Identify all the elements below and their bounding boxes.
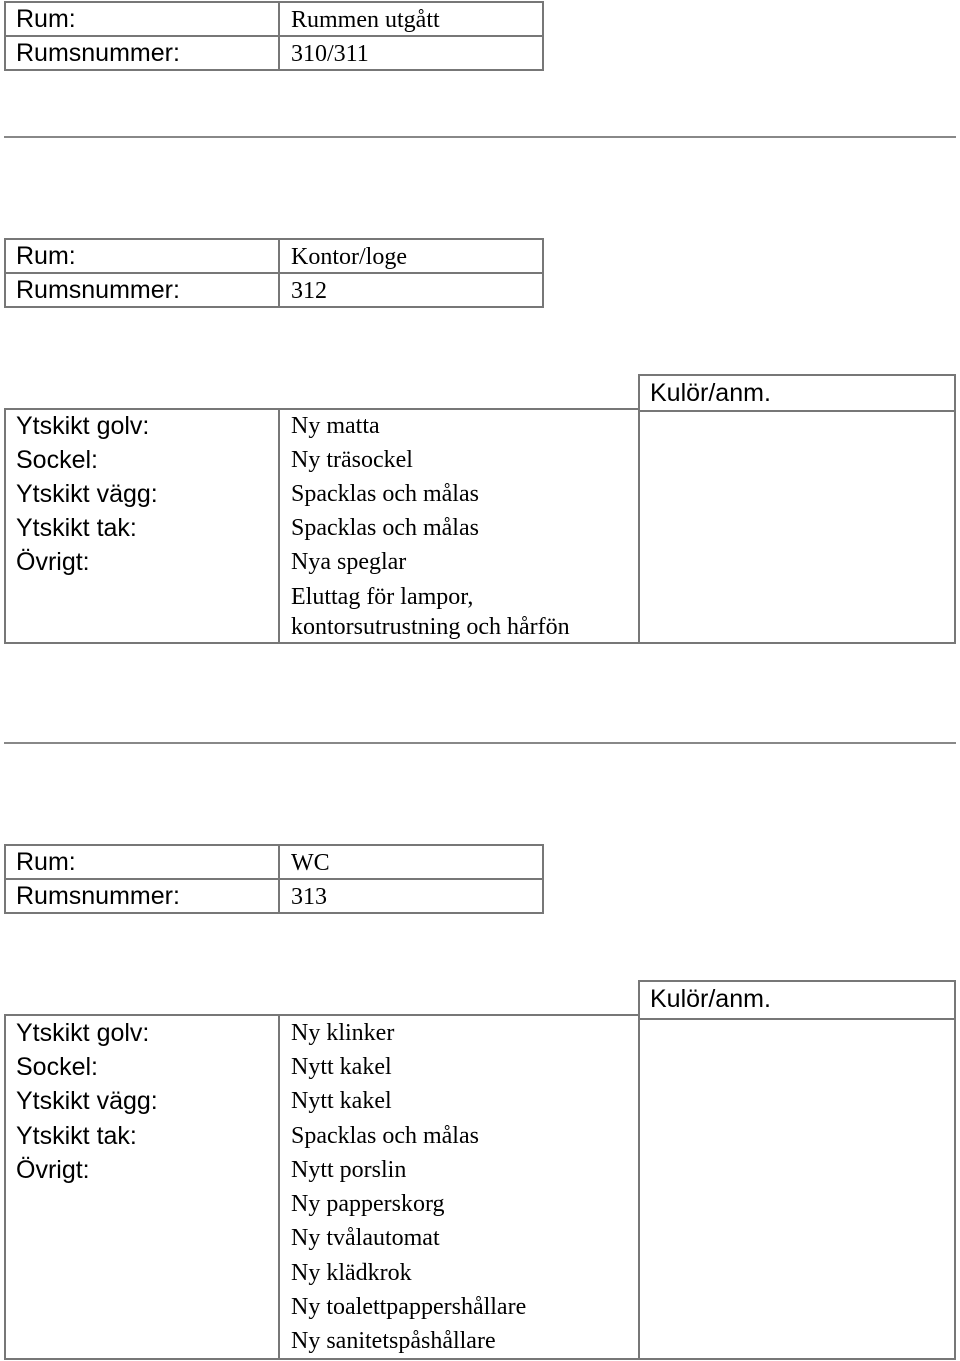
- other-value: Ny toalettpappershållare: [291, 1294, 527, 1320]
- floor-finish-value: Ny klinker: [291, 1020, 395, 1046]
- color-notes-label: Kulör/anm.: [650, 985, 771, 1013]
- other-value: Ny klädkrok: [291, 1260, 412, 1286]
- color-notes-label: Kulör/anm.: [650, 379, 771, 407]
- section-separator: [4, 742, 956, 744]
- room-number-label: Rumsnummer:: [16, 276, 180, 304]
- skirting-value: Ny träsockel: [291, 447, 413, 473]
- floor-finish-label: Ytskikt golv:: [16, 1019, 150, 1047]
- other-value: Ny papperskorg: [291, 1191, 445, 1217]
- wall-finish-value: Nytt kakel: [291, 1088, 392, 1114]
- section-separator: [4, 136, 956, 138]
- room-label: Rum:: [16, 5, 76, 33]
- room-value: Rummen utgått: [291, 7, 440, 33]
- ceiling-finish-label: Ytskikt tak:: [16, 514, 137, 542]
- ceiling-finish-value: Spacklas och målas: [291, 515, 479, 541]
- floor-finish-label: Ytskikt golv:: [16, 412, 150, 440]
- color-notes-table: [638, 374, 956, 644]
- ceiling-finish-value: Spacklas och målas: [291, 1123, 479, 1149]
- room-label: Rum:: [16, 848, 76, 876]
- other-value: Eluttag för lampor,: [291, 584, 474, 610]
- room-number-label: Rumsnummer:: [16, 39, 180, 67]
- other-value: Nytt porslin: [291, 1157, 407, 1183]
- room-value: WC: [291, 850, 330, 876]
- other-label: Övrigt:: [16, 548, 90, 576]
- other-label: Övrigt:: [16, 1156, 90, 1184]
- wall-finish-label: Ytskikt vägg:: [16, 1087, 158, 1115]
- floor-finish-value: Ny matta: [291, 413, 380, 439]
- finishes-divider: [278, 408, 280, 644]
- other-value: Ny sanitetspåshållare: [291, 1328, 496, 1354]
- other-value: Ny tvålautomat: [291, 1225, 440, 1251]
- wall-finish-label: Ytskikt vägg:: [16, 480, 158, 508]
- skirting-label: Sockel:: [16, 446, 98, 474]
- room-value: Kontor/loge: [291, 244, 407, 270]
- wall-finish-value: Spacklas och målas: [291, 481, 479, 507]
- room-number-value: 310/311: [291, 41, 369, 67]
- skirting-value: Nytt kakel: [291, 1054, 392, 1080]
- room-number-value: 312: [291, 278, 327, 304]
- color-notes-header: [640, 982, 954, 1020]
- room-number-label: Rumsnummer:: [16, 882, 180, 910]
- room-label: Rum:: [16, 242, 76, 270]
- color-notes-header: [640, 376, 954, 412]
- room-number-value: 313: [291, 884, 327, 910]
- skirting-label: Sockel:: [16, 1053, 98, 1081]
- other-value: kontorsutrustning och hårfön: [291, 614, 570, 640]
- color-notes-table: [638, 980, 956, 1360]
- finishes-divider: [278, 1014, 280, 1360]
- other-value: Nya speglar: [291, 549, 407, 575]
- ceiling-finish-label: Ytskikt tak:: [16, 1122, 137, 1150]
